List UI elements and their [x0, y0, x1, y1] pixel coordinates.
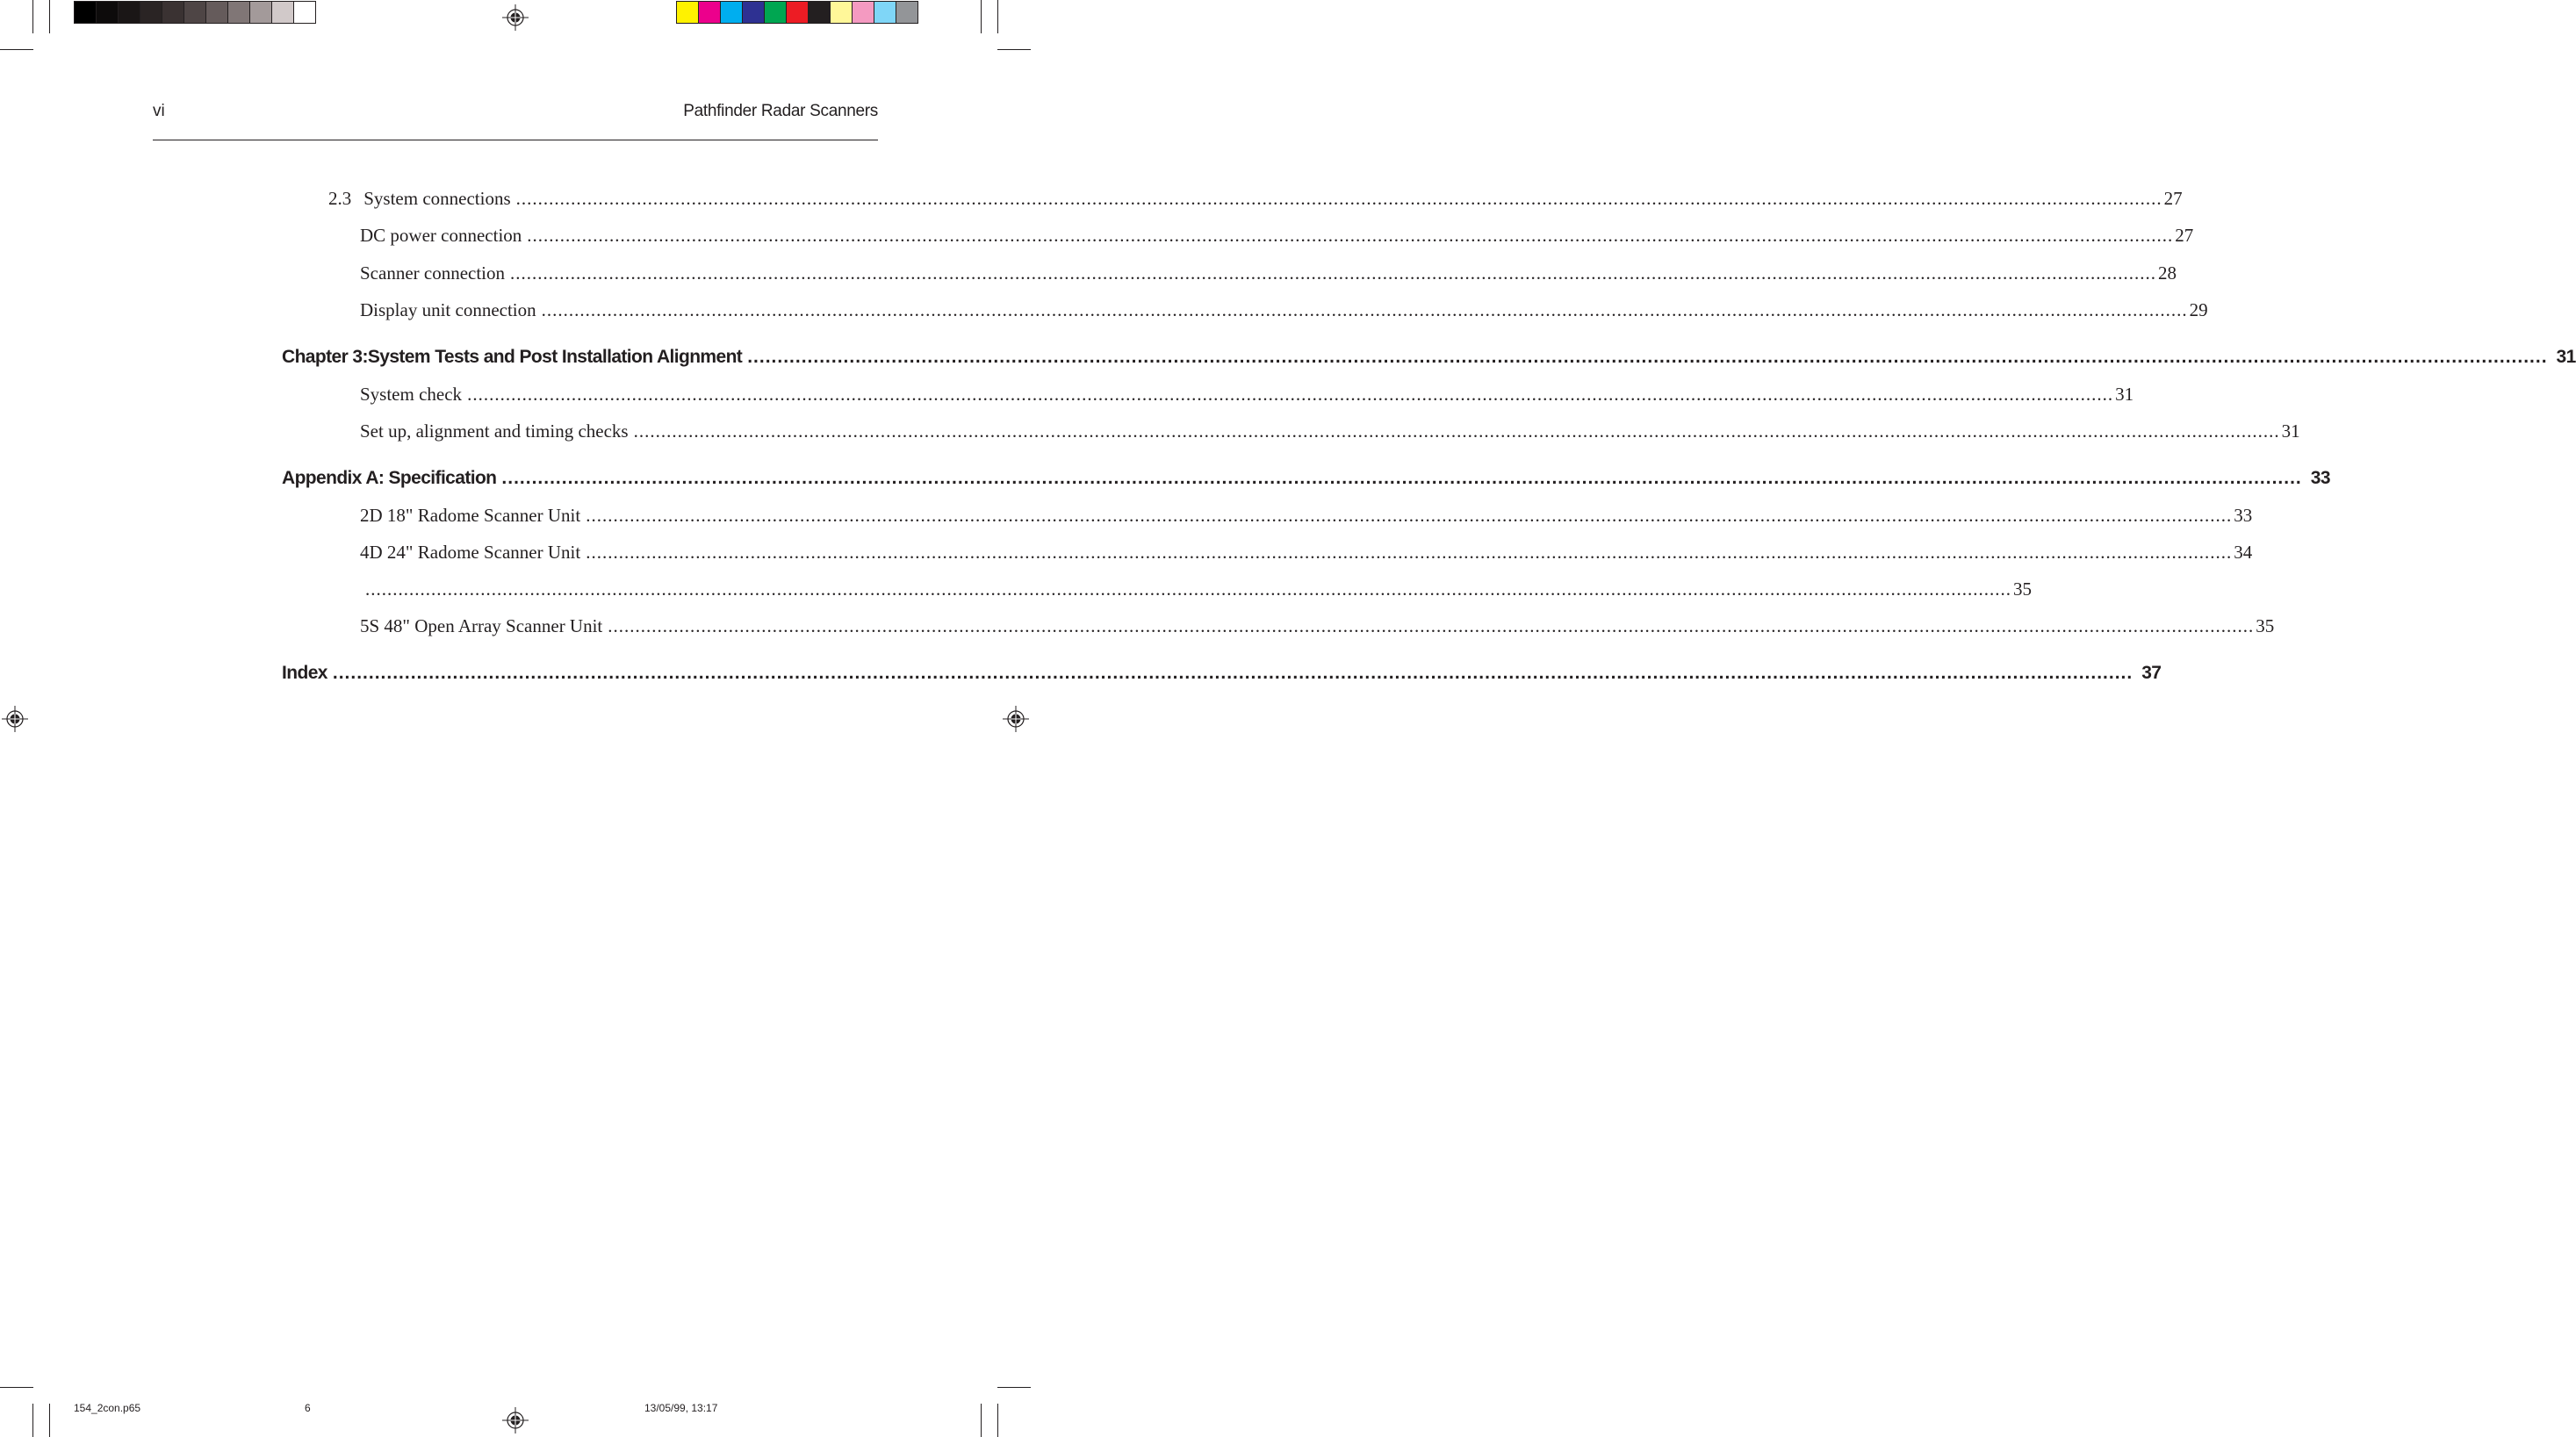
toc-page-number: 27: [2175, 225, 2194, 246]
color-swatch: [698, 1, 721, 24]
color-swatch: [271, 1, 294, 24]
color-swatch: [162, 1, 184, 24]
toc-entry[interactable]: [360, 384, 2134, 406]
toc-entry[interactable]: [360, 542, 2253, 564]
toc-dot-leader: ............................................................................................................................................................................................................................................................................................................: [541, 299, 2188, 320]
toc-dot-leader: ............................................................................................................................................................................................................................................................................................................: [365, 578, 2011, 600]
toc-entry[interactable]: [360, 578, 2032, 600]
toc-dot-leader: ............................................................................................................................................................................................................................................................................................................: [510, 262, 2157, 284]
color-swatch: [140, 1, 162, 24]
color-swatch: [227, 1, 250, 24]
color-swatch: [74, 1, 97, 24]
toc-page-number: 34: [2234, 542, 2253, 563]
toc-dot-leader: ............................................................................................................................................................................................................................................................................................................: [515, 188, 2162, 209]
color-calibration-bar: [676, 1, 917, 25]
color-swatch: [118, 1, 140, 24]
toc-page-number: 29: [2189, 299, 2208, 320]
color-swatch: [293, 1, 316, 24]
color-swatch: [249, 1, 272, 24]
color-swatch: [183, 1, 206, 24]
color-swatch: [764, 1, 787, 24]
toc-entry[interactable]: [360, 615, 2275, 637]
registration-mark-icon: [502, 4, 529, 31]
toc-dot-leader: ............................................................................................................................................................................................................................................................................................................: [501, 468, 2302, 488]
toc-title: 2D 18" Radome Scanner Unit: [360, 505, 581, 526]
page-number: vi: [153, 102, 165, 120]
toc-chapter-entry[interactable]: [282, 663, 2162, 684]
color-swatch: [786, 1, 809, 24]
registration-mark-icon: [1003, 706, 1029, 732]
toc-entry[interactable]: [360, 225, 2194, 247]
registration-mark-icon: [502, 1407, 529, 1433]
color-swatch: [96, 1, 119, 24]
toc-title: System check: [360, 384, 463, 405]
toc-page-number: 35: [2013, 578, 2032, 600]
toc-title: Display unit connection: [360, 299, 536, 320]
grey-calibration-bar: [74, 1, 315, 25]
toc-title: Index: [282, 663, 327, 683]
toc-page-number: 35: [2256, 615, 2275, 636]
color-swatch: [874, 1, 896, 24]
toc-page-number: 31: [2281, 420, 2300, 442]
slug-page: 6: [305, 1402, 311, 1414]
color-swatch: [896, 1, 918, 24]
toc-dot-leader: ............................................................................................................................................................................................................................................................................................................: [467, 384, 2114, 405]
color-swatch: [676, 1, 699, 24]
slug-timestamp: 13/05/99, 13:17: [644, 1402, 718, 1414]
running-title: Pathfinder Radar Scanners: [683, 102, 878, 120]
toc-title: Appendix A: Specification: [282, 468, 497, 488]
registration-mark-icon: [2, 706, 28, 732]
toc-dot-leader: ............................................................................................................................................................................................................................................................................................................: [527, 225, 2174, 246]
toc-page-number: 28: [2158, 262, 2177, 284]
toc-page-number: 31: [2115, 384, 2134, 405]
color-swatch: [852, 1, 874, 24]
toc-title: DC power connection: [360, 225, 522, 246]
color-swatch: [205, 1, 228, 24]
toc-entry[interactable]: [360, 262, 2177, 284]
toc-title: 4D 24" Radome Scanner Unit: [360, 542, 581, 563]
toc-title: System connections: [363, 188, 511, 209]
toc-entry[interactable]: [360, 505, 2253, 527]
toc-dot-leader: ............................................................................................................................................................................................................................................................................................................: [633, 420, 2280, 442]
toc-dot-leader: ............................................................................................................................................................................................................................................................................................................: [586, 505, 2233, 526]
toc-dot-leader: ............................................................................................................................................................................................................................................................................................................: [608, 615, 2255, 636]
color-swatch: [720, 1, 743, 24]
toc-entry[interactable]: [328, 188, 2183, 210]
color-swatch: [808, 1, 831, 24]
toc-title: 5S 48" Open Array Scanner Unit: [360, 615, 603, 636]
slug-filename: 154_2con.p65: [74, 1402, 141, 1414]
toc-dot-leader: ............................................................................................................................................................................................................................................................................................................: [747, 347, 2548, 367]
toc-entry[interactable]: [360, 420, 2300, 442]
toc-page-number: 27: [2163, 188, 2183, 209]
toc-entry[interactable]: [360, 299, 2208, 321]
toc-title: Scanner connection: [360, 262, 506, 284]
toc-title: Set up, alignment and timing checks: [360, 420, 629, 442]
color-swatch: [830, 1, 853, 24]
color-swatch: [742, 1, 765, 24]
toc-chapter-entry[interactable]: [282, 468, 2330, 489]
toc-chapter-entry[interactable]: [282, 347, 2576, 368]
toc-page-number: 33: [2234, 505, 2253, 526]
toc-title: Chapter 3:System Tests and Post Installation Alignment: [282, 347, 743, 367]
toc-section-number: 2.3: [328, 188, 352, 209]
toc-dot-leader: ............................................................................................................................................................................................................................................................................................................: [586, 542, 2233, 563]
toc-dot-leader: ............................................................................................................................................................................................................................................................................................................: [332, 663, 2133, 683]
toc-page-number: 33: [2310, 468, 2330, 488]
toc-page-number: 37: [2141, 663, 2162, 683]
toc-page-number: 31: [2556, 347, 2576, 367]
